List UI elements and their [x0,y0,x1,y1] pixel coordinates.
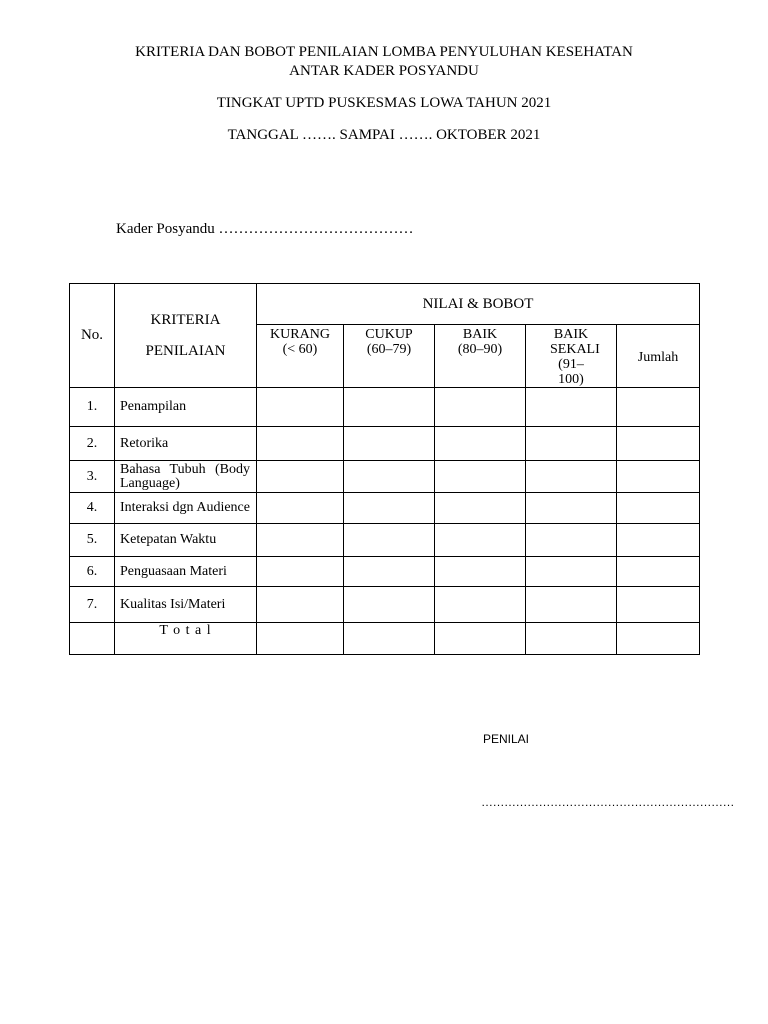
table-row [70,461,700,493]
total-row-no [70,623,115,655]
total-cell[interactable] [617,493,700,524]
document-date: TANGGAL ……. SAMPAI ……. OKTOBER 2021 [227,127,541,143]
score-cell[interactable] [435,427,526,461]
score-cell[interactable] [344,557,435,587]
baik-label: BAIK [462,327,498,342]
col-kriteria-header [115,284,257,388]
title-line-2: ANTAR KADER POSYANDU [289,63,479,79]
total-cell[interactable] [617,587,700,623]
total-cell[interactable] [617,557,700,587]
table-row [70,524,700,557]
score-cell[interactable] [435,493,526,524]
score-cell[interactable] [344,623,435,655]
score-cell[interactable] [435,587,526,623]
row-criterion: Penguasaan Materi [115,557,257,587]
score-cell[interactable] [526,557,617,587]
score-cell[interactable] [344,587,435,623]
score-cell[interactable] [344,493,435,524]
row-no: 1. [70,388,115,427]
kurang-range: (< 60) [282,342,318,357]
assessment-table [69,283,700,655]
score-cell[interactable] [257,623,344,655]
cukup-range: (60–79) [366,342,412,357]
col-cukup-header [344,325,435,388]
signature-line: ………………………………………………………… [481,795,734,809]
score-cell[interactable] [526,388,617,427]
table-total-row [70,623,700,655]
table-row [70,587,700,623]
document-title [0,43,768,81]
total-cell[interactable] [617,427,700,461]
score-cell[interactable] [257,427,344,461]
score-cell[interactable] [257,557,344,587]
row-criterion: Retorika [115,427,257,461]
score-cell[interactable] [257,524,344,557]
score-cell[interactable] [344,461,435,493]
table-header-row [70,284,700,325]
cukup-label: CUKUP [365,327,413,342]
total-cell[interactable] [617,388,700,427]
score-cell[interactable] [526,493,617,524]
score-cell[interactable] [435,623,526,655]
score-cell[interactable] [344,388,435,427]
total-label: T o t a l [115,623,257,655]
score-cell[interactable] [344,524,435,557]
row-criterion: Bahasa Tubuh (Body Language) [115,461,257,493]
score-cell[interactable] [435,388,526,427]
row-no: 2. [70,427,115,461]
score-cell[interactable] [435,461,526,493]
row-no: 3. [70,461,115,493]
score-cell[interactable] [526,427,617,461]
row-no: 5. [70,524,115,557]
col-baik-sekali-header [526,325,617,388]
score-cell[interactable] [526,524,617,557]
total-cell[interactable] [617,524,700,557]
baik-sekali-range: (91–100) [558,357,584,387]
kriteria-line-1: KRITERIA [150,311,221,328]
penilai-label: PENILAI [483,732,530,746]
score-cell[interactable] [257,587,344,623]
row-criterion: Kualitas Isi/Materi [115,587,257,623]
col-no-header: No. [70,284,115,388]
title-line-1: KRITERIA DAN BOBOT PENILAIAN LOMBA PENYULUHAN KESEHATAN [135,44,633,60]
score-cell[interactable] [344,427,435,461]
kader-posyandu-label: Kader Posyandu ………………………………… [116,221,414,237]
col-jumlah-header: Jumlah [617,325,700,388]
row-criterion: Ketepatan Waktu [115,524,257,557]
baik-range: (80–90) [457,342,503,357]
document-level: TINGKAT UPTD PUSKESMAS LOWA TAHUN 2021 [216,95,552,111]
score-cell[interactable] [526,623,617,655]
col-baik-header [435,325,526,388]
total-cell[interactable] [617,461,700,493]
baik-sekali-label: BAIK SEKALI [550,327,600,357]
row-criterion: Penampilan [115,388,257,427]
score-cell[interactable] [526,587,617,623]
col-kurang-header [257,325,344,388]
kurang-label: KURANG [270,327,330,342]
table-row [70,388,700,427]
row-criterion: Interaksi dgn Audience [115,493,257,524]
score-cell[interactable] [435,524,526,557]
grand-total-cell[interactable] [617,623,700,655]
table-row [70,557,700,587]
score-cell[interactable] [435,557,526,587]
row-no: 7. [70,587,115,623]
table-row [70,427,700,461]
row-no: 4. [70,493,115,524]
nilai-bobot-header: NILAI & BOBOT [257,284,700,325]
kriteria-line-2: PENILAIAN [145,342,226,359]
score-cell[interactable] [257,461,344,493]
row-no: 6. [70,557,115,587]
score-cell[interactable] [257,493,344,524]
score-cell[interactable] [257,388,344,427]
table-row [70,493,700,524]
score-cell[interactable] [526,461,617,493]
